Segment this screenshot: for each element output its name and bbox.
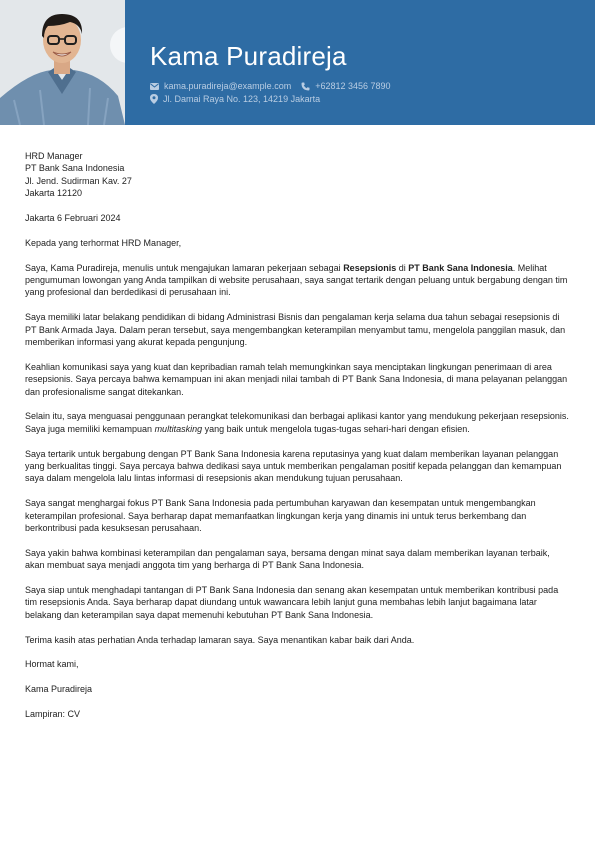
paragraph-confidence: Saya yakin bahwa kombinasi keterampilan dan pengalaman saya, bersama dengan minat saya dalam memberikan layanan terbaik, akan membuat saya menjadi anggota tim yang berharga di PT Bank Sana Indonesia. (25, 547, 550, 571)
contact-address (150, 94, 320, 104)
paragraph-text: . Melihat pengumuman lowongan yang Anda tampilkan di website perusahaan, saya sangat tertarik dengan peluang untuk bergabung dengan tim yang profesional dan berdedikasi di perusahaan ini. (25, 262, 568, 298)
map-pin-icon (150, 94, 158, 104)
paragraph-background: Saya memiliki latar belakang pendidikan di bidang Administrasi Bisnis dan pengalaman kerja selama dua tahun sebagai resepsionis di PT Bank Armada Jaya. Dalam peran tersebut, saya mengembangkan keterampilan menyambut tamu, mengelola panggilan masuk, dan memberikan informasi yang akurat kepada pengunjung. (25, 312, 566, 348)
paragraph-text: Saya, Kama Puradireja, menulis untuk mengajukan lamaran pekerjaan sebagai (25, 262, 344, 273)
paragraph-text: Selain itu, saya menguasai penggunaan perangkat telekomunikasi dan berbagai aplikasi kantor yang mendukung pekerjaan resepsionis. Saya juga memiliki kemampuan (25, 411, 569, 434)
attachment-note: Lampiran: CV (25, 709, 81, 720)
applicant-name: Kama Puradireja (150, 41, 347, 71)
paragraph-communication: Keahlian komunikasi saya yang kuat dan kepribadian ramah telah memungkinkan saya menciptakan lingkungan penerimaan di area resepsionis. Saya percaya bahwa kemampuan ini akan menjadi nilai tambah di PT Bank Sana Indonesia, di mana pelayanan pelanggan dan profesionalisme sangat ditekankan. (25, 361, 568, 397)
contact-phone[interactable] (301, 81, 390, 91)
emphasis-term: multitasking (154, 423, 203, 434)
recipient-line: PT Bank Sana Indonesia (25, 163, 125, 174)
contact-row-primary (150, 81, 401, 91)
closing: Hormat kami, (25, 659, 79, 670)
paragraph-readiness: Saya siap untuk menghadapi tantangan di PT Bank Sana Indonesia dan senang akan kesempatan untuk memberikan kontribusi pada tim resepsionis Anda. Saya berharap dapat diundang untuk wawancara lebih lanjut guna membahas lebih lanjut bagaimana latar belakang dan keterampilan saya dapat memenuhi kebutuhan PT Bank Sana Indonesia. (25, 585, 559, 620)
contact-row-address (150, 94, 330, 104)
address-text: Jl. Damai Raya No. 123, 14219 Jakarta (163, 94, 321, 104)
position-title: Resepsionis (343, 262, 397, 273)
paragraph-skills (25, 410, 570, 435)
letter-body (25, 150, 570, 733)
recipient-line: Jl. Jend. Sudirman Kav. 27 (25, 175, 132, 186)
profile-photo (0, 0, 125, 125)
letter-date: Jakarta 6 Februari 2024 (25, 213, 121, 224)
email-text: kama.puradireja@example.com (164, 81, 292, 91)
contact-email[interactable] (150, 81, 291, 91)
salutation: Kepada yang terhormat HRD Manager, (25, 237, 182, 248)
paragraph-growth: Saya sangat menghargai fokus PT Bank Sana Indonesia pada pertumbuhan karyawan dan kesempatan untuk mengembangkan keterampilan profesional. Saya berharap dapat memanfaatkan lingkungan kerja yang dinamis ini untuk terus berkembang dan berkontribusi pada kesuksesan perusahaan. (25, 498, 536, 534)
signature-name: Kama Puradireja (25, 684, 93, 695)
paragraph-text: yang baik untuk mengelola tugas-tugas sehari-hari dengan efisien. (202, 423, 470, 434)
phone-icon (301, 82, 310, 91)
envelope-icon (150, 83, 159, 90)
recipient-line: Jakarta 12120 (25, 188, 83, 199)
header-banner (0, 0, 595, 125)
company-name: PT Bank Sana Indonesia (408, 262, 513, 273)
paragraph-thanks: Terima kasih atas perhatian Anda terhadap lamaran saya. Saya menantikan kabar baik dari Anda. (25, 634, 415, 645)
paragraph-text: di (396, 262, 409, 273)
recipient-block (25, 150, 570, 200)
recipient-line: HRD Manager (25, 151, 83, 161)
phone-text: +62812 3456 7890 (315, 81, 391, 91)
paragraph-intro (25, 262, 570, 299)
paragraph-motivation: Saya tertarik untuk bergabung dengan PT Bank Sana Indonesia karena reputasinya yang kuat dalam memberikan layanan pelanggan yang berkualitas tinggi. Saya percaya bahwa dedikasi saya untuk memberikan pengalaman positif kepada pelanggan dan kemampuan saya dalam mengelola lalu lintas informasi di resepsionis akan mendukung tujuan perusahaan. (25, 448, 562, 484)
